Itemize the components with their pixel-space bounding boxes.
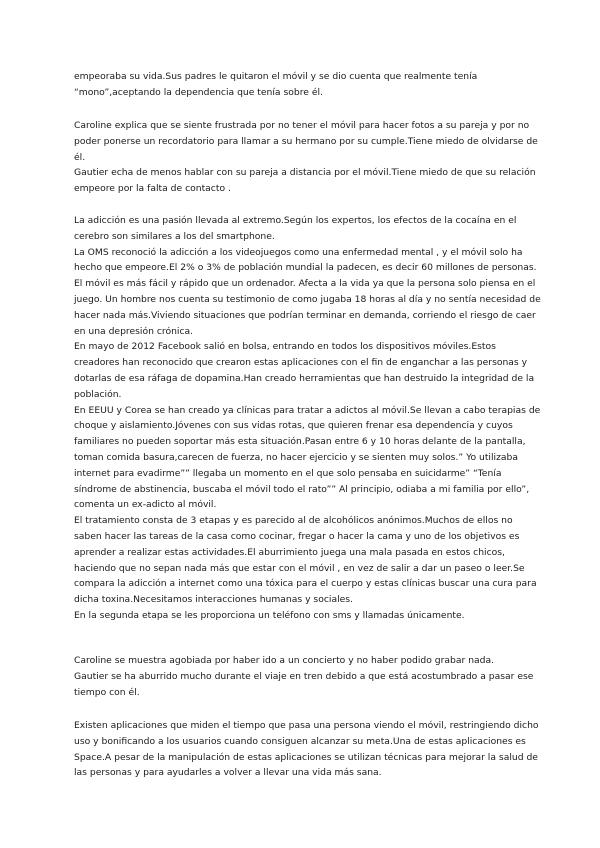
text-line: síndrome de abstinencia, buscaba el móvil todo el rato”” Al principio, odiaba a mi familia por ello”, [74,483,530,495]
text-line: familiares no pueden soportar más esta situación.Pasan entre 6 y 10 horas delante de la pantalla, [74,436,526,448]
text-line: creadores han reconocido que crearon estas aplicaciones con el fin de enganchar a las personas y [74,357,528,369]
text-line: las personas y para ayudarles a volver a llevar una vida más sana. [74,767,382,779]
text-line: En la segunda etapa se les proporciona un teléfono con sms y llamadas únicamente. [74,609,465,621]
text-line: “mono”,aceptando la dependencia que tenía sobre él. [74,86,323,98]
paragraph [74,718,539,781]
text-line: uso y bonificando a los usuarios cuando consiguen alcanzar su meta.Una de estas aplicaciones es [74,735,526,747]
text-line [74,624,534,640]
text-line: Caroline explica que se siente frustrada por no tener el móvil para hacer fotos a su pareja y por no [74,120,530,131]
text-line: El móvil es más fácil y rápido que un ordenador. Afecta a la vida ya que la persona solo piensa en el [74,278,536,290]
text-line: haciendo que no sepan nada más que estar con el móvil , en vez de salir a dar un paseo o leer.Se [74,562,525,574]
text-line: saben hacer las tareas de la casa como cocinar, fregar o hacer la cama y uno de los objetivos es [74,530,520,542]
paragraph [74,118,538,197]
text-line: él. [74,151,86,163]
text-line: dicha toxina.Necesitamos interacciones humanas y sociales. [74,594,353,606]
text-line: Caroline se muestra agobiada por haber ido a un concierto y no haber podido grabar nada. [74,655,495,666]
text-line: comenta un ex-adicto al móvil. [74,499,217,511]
text-line: hecho que empeore.El 2% o 3% de población mundial la padecen, es decir 60 millones de personas. [74,262,537,274]
text-line: hacer nada más.Viviendo situaciones que podrían terminar en demanda, corriendo el riesgo de caer [74,309,536,321]
text-line: poder ponerse un recordatorio para llamar a su hermano por su cumple.Tiene miedo de olvidarse de [74,135,538,147]
text-line: Existen aplicaciones que miden el tiempo que pasa una persona viendo el móvil, restringiendo dicho [74,720,539,731]
text-line: toman comida basura,carecen de fuerza, no hacer ejercicio y se sienten muy solos.” Yo utilizaba [74,451,519,463]
text-line: en una depresión crónica. [74,325,194,337]
text-line: El tratamiento consta de 3 etapas y es parecido al de alcohólicos anónimos.Muchos de ellos no [74,515,513,527]
text-line: juego. Un hombre nos cuenta su testimonio de como jugaba 18 horas al día y no sentía necesidad de [74,293,541,305]
text-line: empeoraba su vida.Sus padres le quitaron el móvil y se dio cuenta que realmente tenía [74,71,478,82]
text-line: aprender a realizar estas actividades.El aburrimiento juega una mala pasada en estos chicos, [74,546,505,558]
text-line: población. [74,388,122,400]
text-line: La OMS reconoció la adicción a los videojuegos como una enfermedad mental , y el móvil solo ha [74,246,523,258]
text-line: internet para evadirme”” llegaba un momento en el que solo pensaba en suicidarme” “Tenía [74,467,502,479]
paragraph [74,213,541,640]
text-line: choque y aislamiento.Jóvenes con sus vidas rotas, que quieren frenar esa dependencia y cuyos [74,420,513,432]
paragraph [74,653,534,700]
text-line: En EEUU y Corea se han creado ya clínicas para tratar a adictos al móvil.Se llevan a cabo terapias de [74,404,541,416]
text-line: Gautier se ha aburrido mucho durante el viaje en tren debido a que está acostumbrado a pasar ese [74,670,534,682]
text-line: En mayo de 2012 Facebook salió en bolsa, entrando en todos los dispositivos móviles.Estos [74,341,496,353]
text-line: Gautier echa de menos hablar con su pareja a distancia por el móvil.Tiene miedo de que su relación [74,167,536,179]
text-line: tiempo con él. [74,686,140,698]
text-line: dotarlas de esa ráfaga de dopamina.Han creado herramientas que han destruido la integridad de la [74,372,535,384]
text-line: compara la adicción a internet como una tóxica para el cuerpo y estas clínicas buscar una cura para [74,578,537,590]
paragraph [74,69,534,101]
text-line: empeore por la falta de contacto . [74,183,231,195]
text-line: cerebro son similares a los del smartphone. [74,230,275,242]
text-line: La adicción es una pasión llevada al extremo.Según los expertos, los efectos de la cocaína en el [74,215,517,226]
text-line: Space.A pesar de la manipulación de estas aplicaciones se utilizan técnicas para mejorar la salud de [74,751,538,763]
